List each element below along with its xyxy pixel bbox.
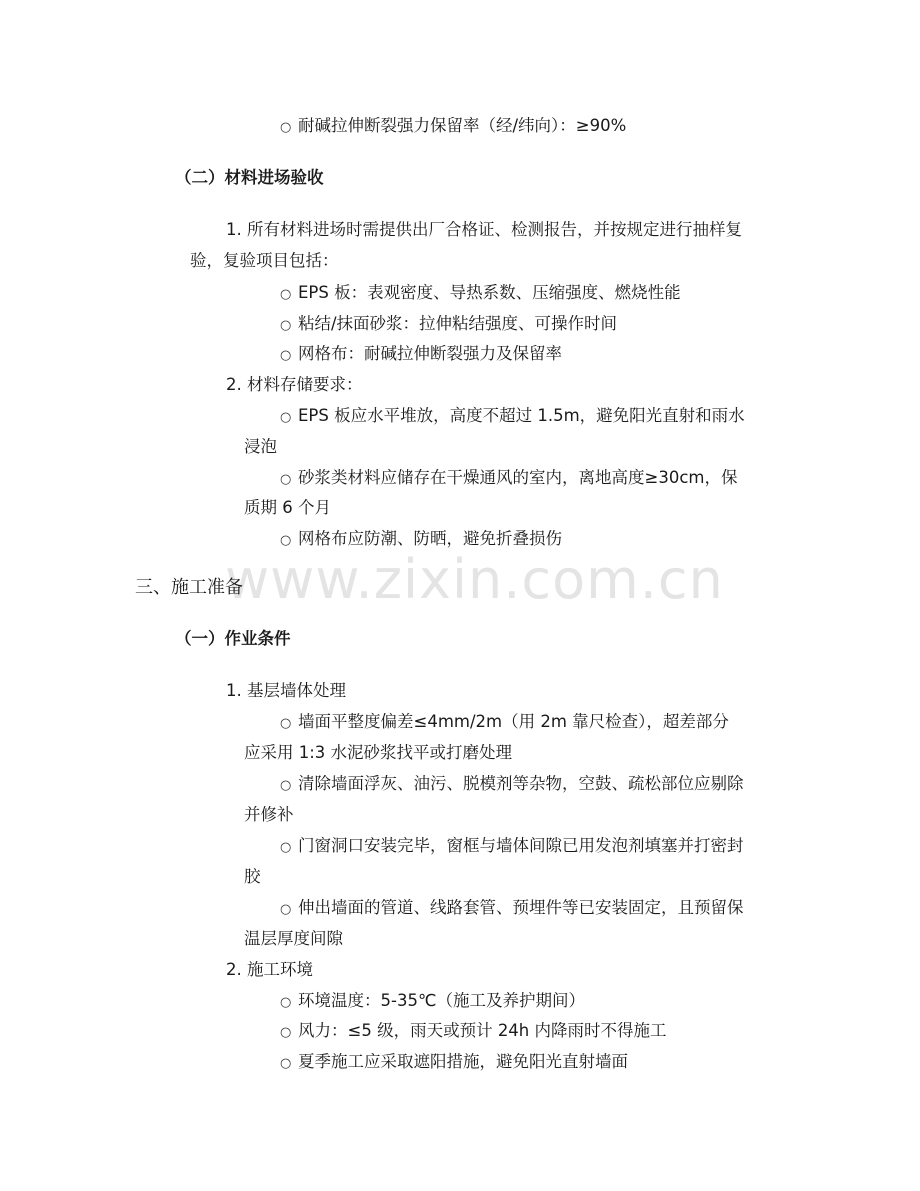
watermark: www.zixin.com.cn xyxy=(225,548,724,611)
list-item: ○ EPS 板：表观密度、导热系数、压缩强度、燃烧性能 xyxy=(280,282,681,306)
list-item: ○ 夏季施工应采取遮阳措施，避免阳光直射墙面 xyxy=(280,1051,628,1075)
list-item: ○ 耐碱拉伸断裂强力保留率（经/纬向）：≥90% xyxy=(280,115,626,139)
bullet-icon: ○ xyxy=(280,287,292,302)
bullet-icon: ○ xyxy=(280,995,292,1010)
chapter-heading: 三、施工准备 xyxy=(135,577,243,598)
bullet-icon: ○ xyxy=(280,348,292,363)
list-item: ○ 风力：≤5 级，雨天或预计 24h 内降雨时不得施工 xyxy=(280,1020,667,1044)
list-item-continuation: 质期 6 个月 xyxy=(244,498,331,517)
list-item: 1. 基层墙体处理 xyxy=(226,681,346,700)
list-item: ○ 网格布：耐碱拉伸断裂强力及保留率 xyxy=(280,343,562,367)
list-item-continuation: 胶 xyxy=(244,867,261,886)
section-heading: （二）材料进场验收 xyxy=(175,168,324,187)
bullet-icon: ○ xyxy=(280,778,292,793)
bullet-icon: ○ xyxy=(280,1025,292,1040)
list-item-continuation: 浸泡 xyxy=(244,437,277,456)
bullet-icon: ○ xyxy=(280,716,292,731)
list-item: ○ 伸出墙面的管道、线路套管、预埋件等已安装固定，且预留保 xyxy=(280,897,744,921)
list-item: ○ 墙面平整度偏差≤4mm/2m（用 2m 靠尺检查），超差部分 xyxy=(280,711,729,735)
list-item: 2. 施工环境 xyxy=(226,960,313,979)
bullet-icon: ○ xyxy=(280,533,292,548)
list-item-continuation: 应采用 1:3 水泥砂浆找平或打磨处理 xyxy=(244,743,513,762)
list-item: ○ 门窗洞口安装完毕，窗框与墙体间隙已用发泡剂填塞并打密封 xyxy=(280,835,744,859)
bullet-icon: ○ xyxy=(280,1056,292,1071)
bullet-icon: ○ xyxy=(280,840,292,855)
list-item: ○ 粘结/抹面砂浆：拉伸粘结强度、可操作时间 xyxy=(280,313,617,337)
section-heading: （一）作业条件 xyxy=(175,629,291,648)
list-item: 2. 材料存储要求： xyxy=(226,375,363,394)
bullet-icon: ○ xyxy=(280,120,292,135)
list-item-continuation: 温层厚度间隙 xyxy=(244,929,343,948)
bullet-icon: ○ xyxy=(280,902,292,917)
list-item-continuation: 验，复验项目包括： xyxy=(190,251,339,270)
list-item: 1. 所有材料进场时需提供出厂合格证、检测报告，并按规定进行抽样复 xyxy=(226,220,742,239)
bullet-icon: ○ xyxy=(280,410,292,425)
list-item: ○ EPS 板应水平堆放，高度不超过 1.5m，避免阳光直射和雨水 xyxy=(280,405,745,429)
list-item-continuation: 并修补 xyxy=(244,805,294,824)
list-item: ○ 环境温度：5-35℃（施工及养护期间） xyxy=(280,990,585,1014)
list-item: ○ 清除墙面浮灰、油污、脱模剂等杂物，空鼓、疏松部位应剔除 xyxy=(280,773,744,797)
list-item: ○ 砂浆类材料应储存在干燥通风的室内，离地高度≥30cm，保 xyxy=(280,467,737,491)
bullet-icon: ○ xyxy=(280,318,292,333)
list-item: ○ 网格布应防潮、防晒，避免折叠损伤 xyxy=(280,528,562,552)
bullet-icon: ○ xyxy=(280,472,292,487)
